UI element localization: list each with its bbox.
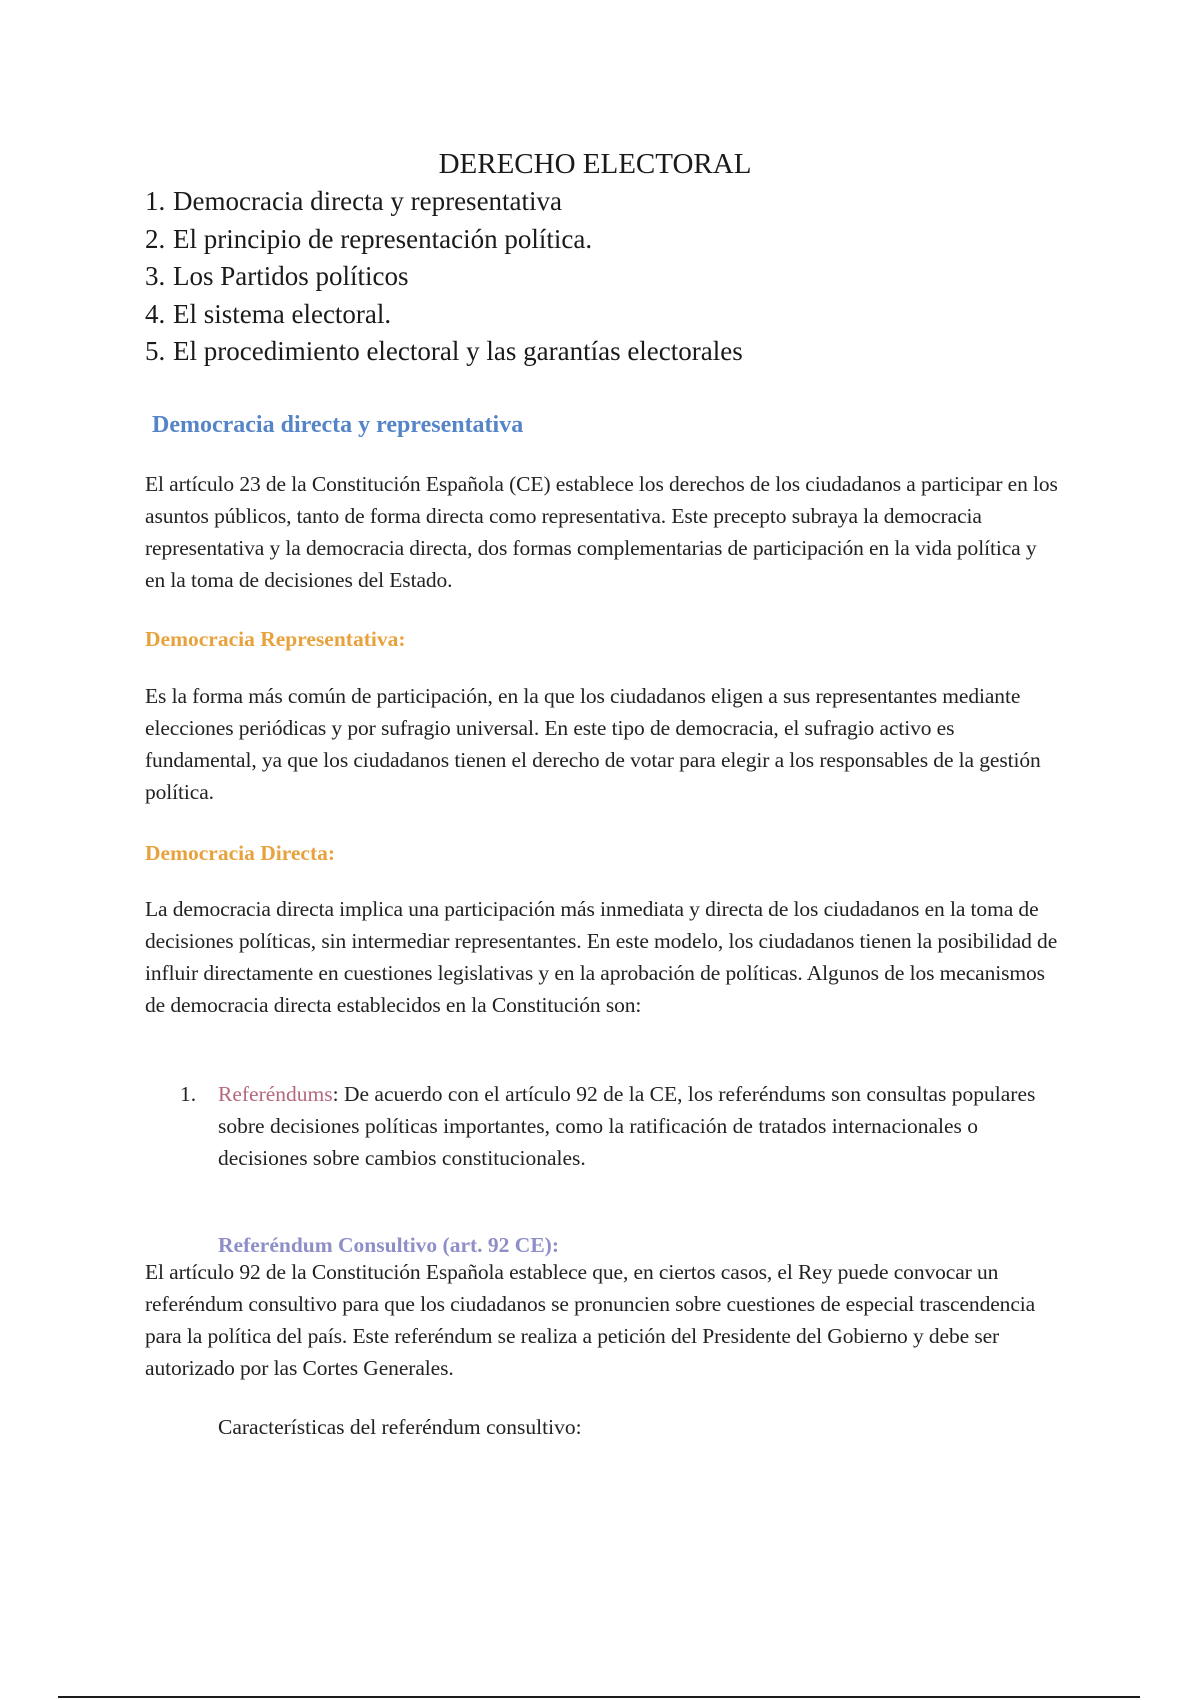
subheading-referendum-consultivo: Referéndum Consultivo (art. 92 CE): bbox=[218, 1232, 559, 1257]
toc-item-text: El sistema electoral. bbox=[173, 298, 392, 329]
list-item-body bbox=[218, 1078, 1060, 1174]
subheading-representativa: Democracia Representativa: bbox=[145, 627, 406, 651]
consultivo-paragraph: El artículo 92 de la Constitución Española establece que, en ciertos casos, el Rey puede convocar un referéndum consultivo para que los ciudadanos se pronuncien sobre cuestiones de especial trascendencia para la política del país. Este referéndum se realiza a petición del Presidente del Gobierno y debe ser autorizado por las Cortes Generales. bbox=[145, 1260, 1036, 1380]
toc-item-number: 5. bbox=[145, 336, 166, 366]
list-item-referendums bbox=[180, 1078, 1060, 1174]
toc-item bbox=[145, 258, 743, 296]
toc-item-text: Democracia directa y representativa bbox=[173, 186, 563, 216]
list-item-number: 1. bbox=[180, 1082, 197, 1106]
bottom-divider bbox=[58, 1696, 1140, 1698]
toc-item-number: 2. bbox=[145, 223, 166, 254]
caracteristicas-label: Características del referéndum consultivo: bbox=[218, 1415, 582, 1439]
subheading-directa: Democracia Directa: bbox=[145, 841, 336, 865]
section-heading-democracia: Democracia directa y representativa bbox=[152, 412, 524, 438]
toc-item bbox=[145, 296, 743, 334]
toc-item-number: 4. bbox=[145, 298, 166, 329]
toc-item-number: 3. bbox=[145, 261, 166, 291]
directa-paragraph: La democracia directa implica una participación más inmediata y directa de los ciudadanos en la toma de decisiones políticas, sin intermediar representantes. En este modelo, los ciudadanos tienen la posibilidad de influir directamente en cuestiones legislativas y en la aprobación de políticas. Algunos de los mecanismos de democracia directa establecidos en la Constitución son: bbox=[145, 897, 1058, 1017]
toc-item bbox=[145, 183, 743, 221]
toc-item bbox=[145, 221, 743, 259]
toc-item-number: 1. bbox=[145, 186, 166, 216]
page-title: DERECHO ELECTORAL bbox=[438, 148, 752, 180]
representativa-paragraph: Es la forma más común de participación, en la que los ciudadanos eligen a sus representantes mediante elecciones periódicas y por sufragio universal. En este tipo de democracia, el sufragio activo es fundamental, ya que los ciudadanos tienen el derecho de votar para elegir a los responsables de la gestión política. bbox=[145, 684, 1041, 804]
toc-item-text: El principio de representación política. bbox=[173, 223, 593, 254]
toc-item-text: El procedimiento electoral y las garantías electorales bbox=[173, 336, 743, 366]
toc-item bbox=[145, 333, 743, 371]
section-intro-paragraph: El artículo 23 de la Constitución Española (CE) establece los derechos de los ciudadanos a participar en los asuntos públicos, tanto de forma directa como representativa. Este precepto subraya la democracia representativa y la democracia directa, dos formas complementarias de participación en la vida política y en la toma de decisiones del Estado. bbox=[145, 472, 1058, 592]
table-of-contents bbox=[145, 183, 743, 371]
toc-item-text: Los Partidos políticos bbox=[173, 261, 409, 291]
list-item-text: : De acuerdo con el artículo 92 de la CE, los referéndums son consultas populares sobre decisiones políticas importantes, como la ratificación de tratados internacionales o decisiones sobre cambios constitucionales. bbox=[218, 1082, 1036, 1170]
term-referendums: Referéndums bbox=[218, 1082, 333, 1106]
